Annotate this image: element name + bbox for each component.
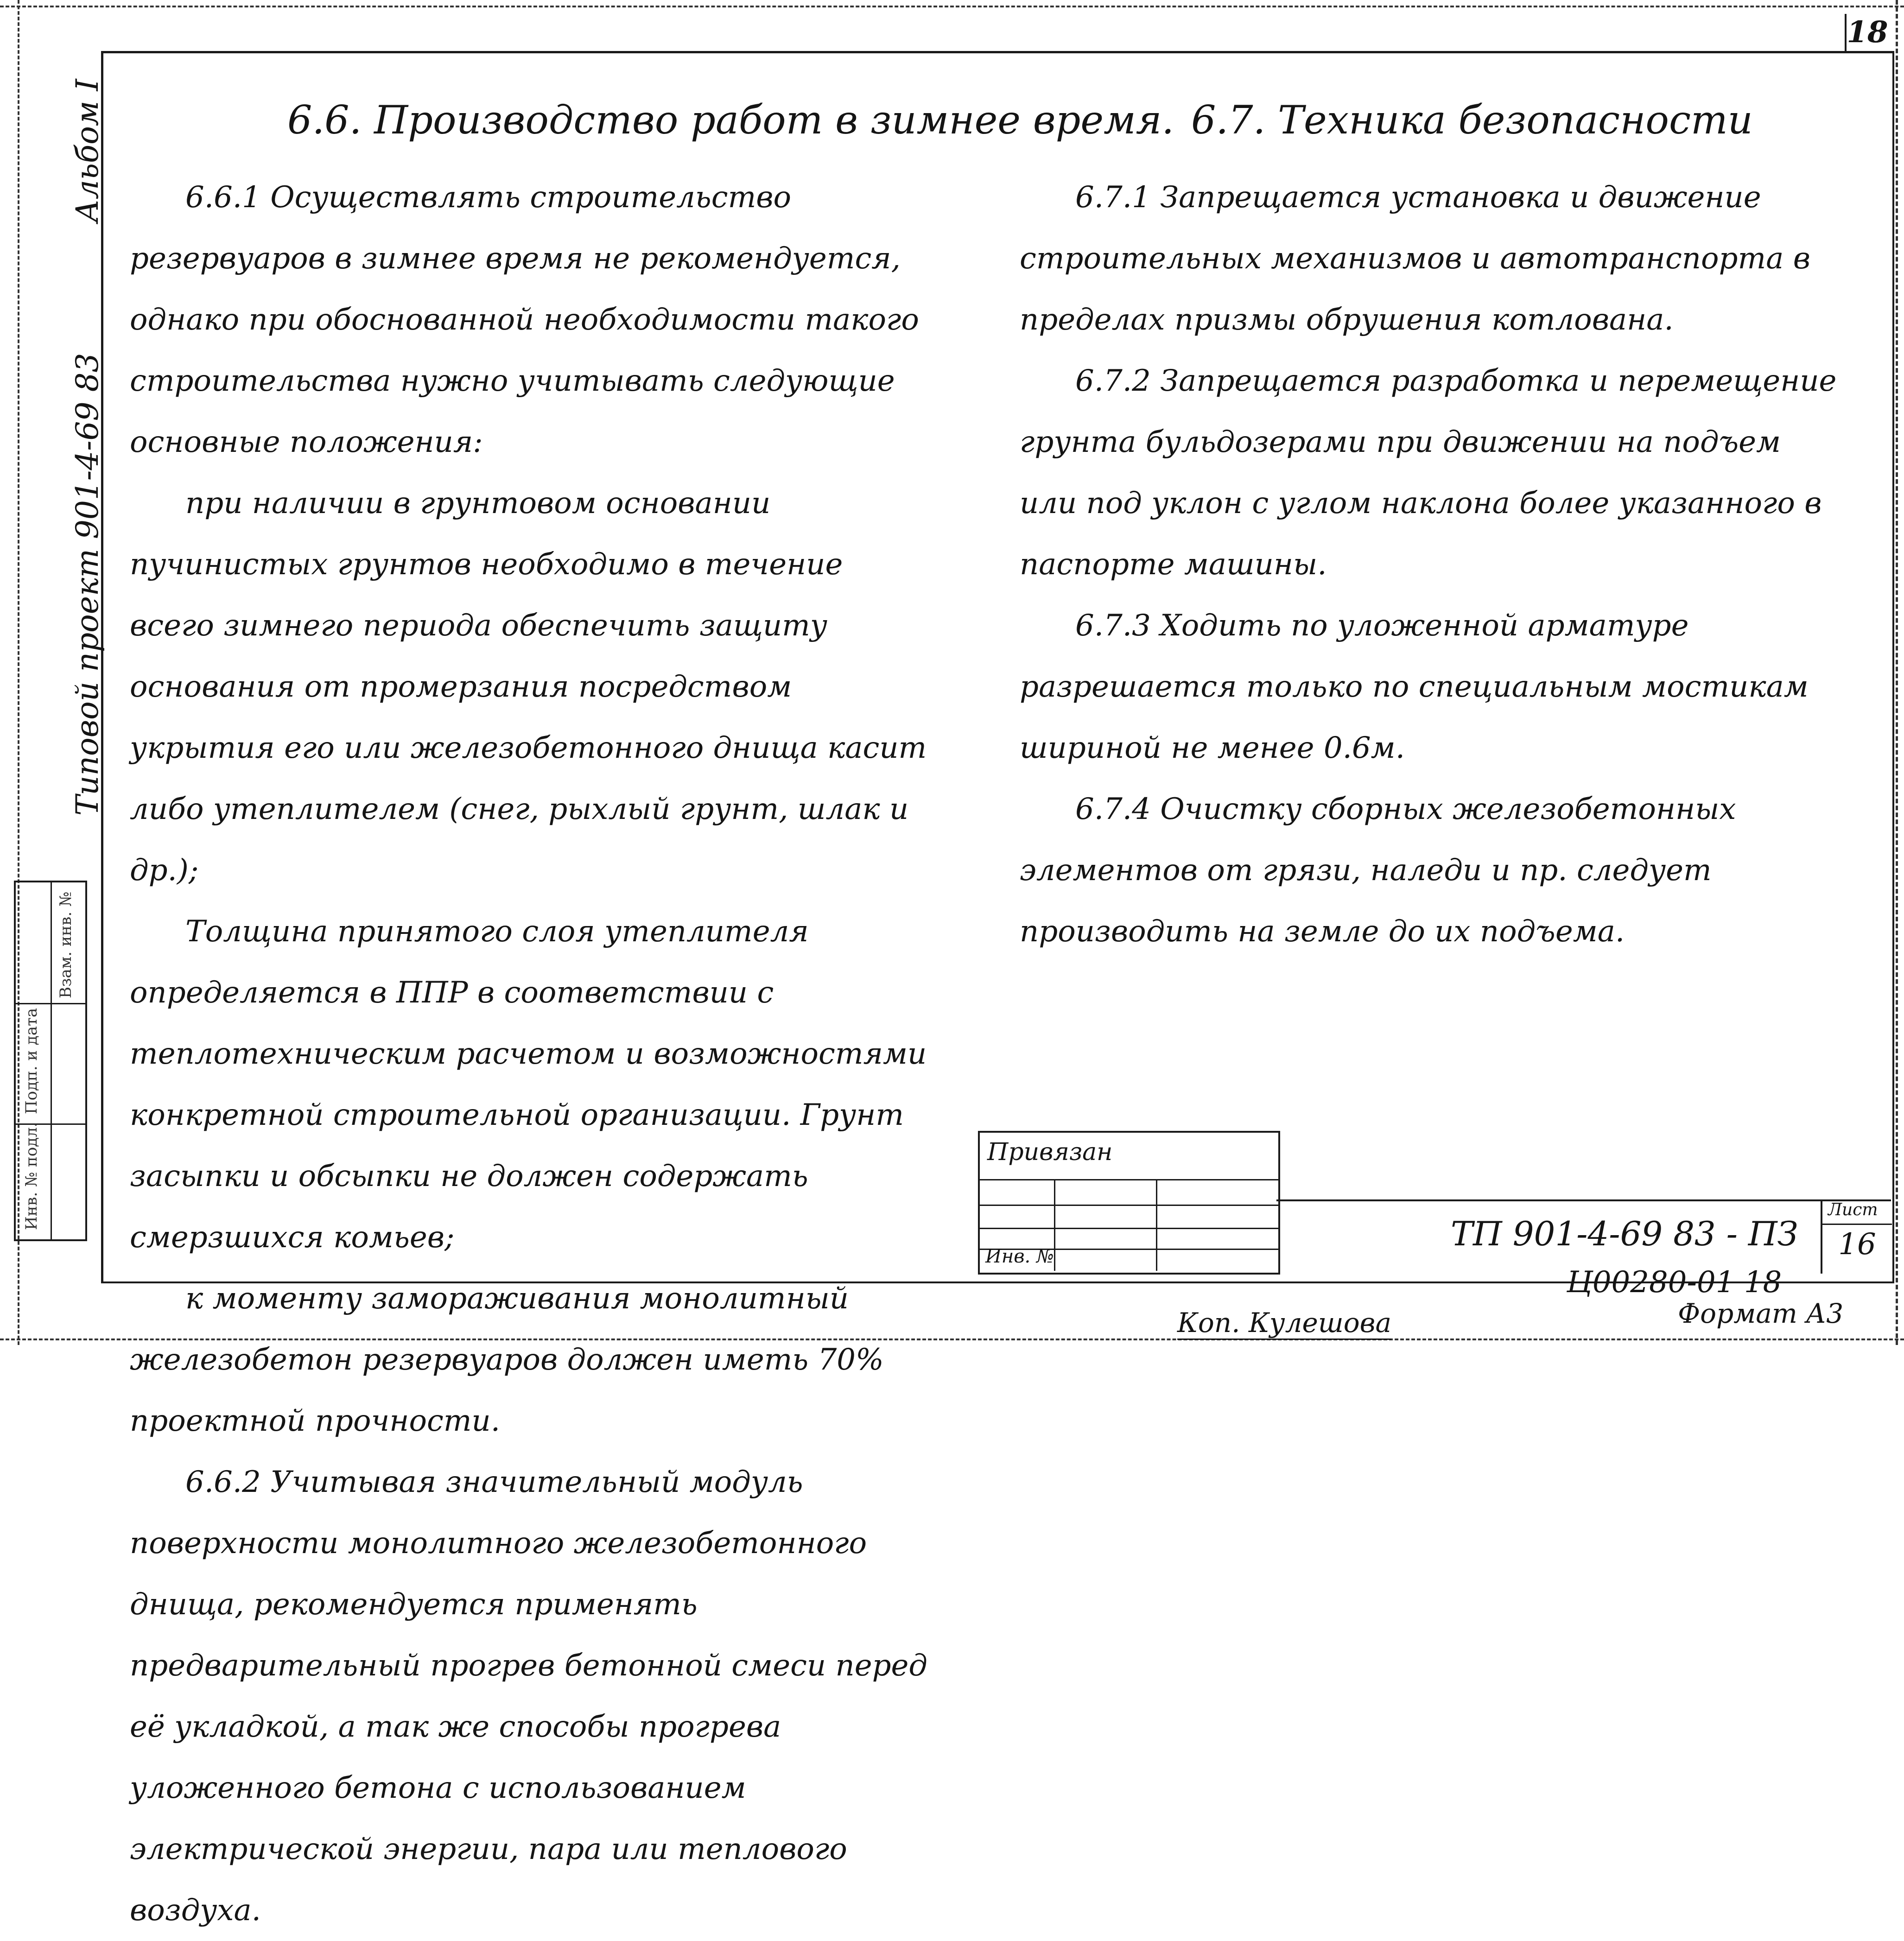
tied-label: Привязан — [987, 1138, 1113, 1166]
outer-border-right — [1896, 0, 1898, 1345]
paragraph: 6.7.1 Запрещается установка и движение строительных механизмов и автотранспорта в пределах призмы обрушения котлована. — [1020, 180, 1810, 337]
margin-stamp-label: Взам. инв. № — [57, 891, 75, 998]
paragraph: Толщина принятого слоя утеплителя определяется в ППР в соответствии с теплотехническим расчетом и возможностями конкретной строительной организации. Грунт засыпки и обсыпки не должен содержать смерзшихся комьев; — [130, 914, 927, 1255]
section-heading: 6.6. Производство работ в зимнее время. — [287, 97, 1174, 143]
project-label: Типовой проект 901-4-69 83 — [70, 353, 105, 816]
inv-label: Инв. № — [985, 1246, 1054, 1267]
document-code: ТП 901-4-69 83 - ПЗ — [1451, 1214, 1798, 1253]
paragraph: 6.6.2 Учитывая значительный модуль поверхности монолитного железобетонного днища, рекомендуется применять предварительный прогрев бетонной смеси перед её укладкой, а так же способы прогрева уложенного бетона с использованием электрической энергии, пара или теплового воздуха. — [130, 1465, 927, 1928]
sheet-label: Лист — [1828, 1200, 1878, 1219]
paper-format: Формат А3 — [1678, 1298, 1844, 1329]
right-column-text — [1020, 167, 1845, 962]
margin-stamp — [14, 881, 87, 1241]
paragraph: при наличии в грунтовом основании пучинистых грунтов необходимо в течение всего зимнего периода обеспечить защиту основания от промерзания посредством укрытия его или железобетонного днища касит либо утеплителем (снег, рыхлый грунт, шлак и др.); — [130, 486, 927, 888]
paragraph: 6.7.2 Запрещается разработка и перемещение грунта бульдозерами при движении на подъем или под уклон с углом наклона более указанного в паспорте машины. — [1020, 364, 1837, 582]
copied-by: Коп. Кулешова — [1177, 1307, 1391, 1340]
left-column-text — [130, 167, 936, 1941]
tied-stamp — [978, 1131, 1280, 1275]
paragraph: 6.7.4 Очистку сборных железобетонных элементов от грязи, наледи и пр. следует производить на земле до их подъема. — [1020, 792, 1736, 949]
sheet-number: 16 — [1838, 1227, 1876, 1262]
archive-code: Ц00280-01 18 — [1567, 1265, 1782, 1300]
margin-stamp-label: Инв. № подл. — [22, 1122, 41, 1230]
paragraph: 6.6.1 Осуществлять строительство резервуаров в зимнее время не рекомендуется, однако при обоснованной необходимости такого строительства нужно учитывать следующие основные положения: — [130, 180, 919, 459]
outer-border-top — [0, 6, 1904, 7]
section-heading: 6.7. Техника безопасности — [1191, 97, 1753, 143]
margin-stamp-label: Подп. и дата — [22, 1008, 41, 1114]
sheet-corner-number: 18 — [1845, 14, 1888, 53]
title-block-line — [1276, 1199, 1891, 1201]
paragraph: к моменту замораживания монолитный железобетон резервуаров должен иметь 70% проектной прочности. — [130, 1281, 884, 1438]
sheet-box — [1821, 1199, 1892, 1274]
paragraph: 6.7.3 Ходить по уложенной арматуре разрешается только по специальным мостикам шириной не менее 0.6м. — [1020, 609, 1809, 765]
album-label: Альбом I — [70, 79, 105, 222]
